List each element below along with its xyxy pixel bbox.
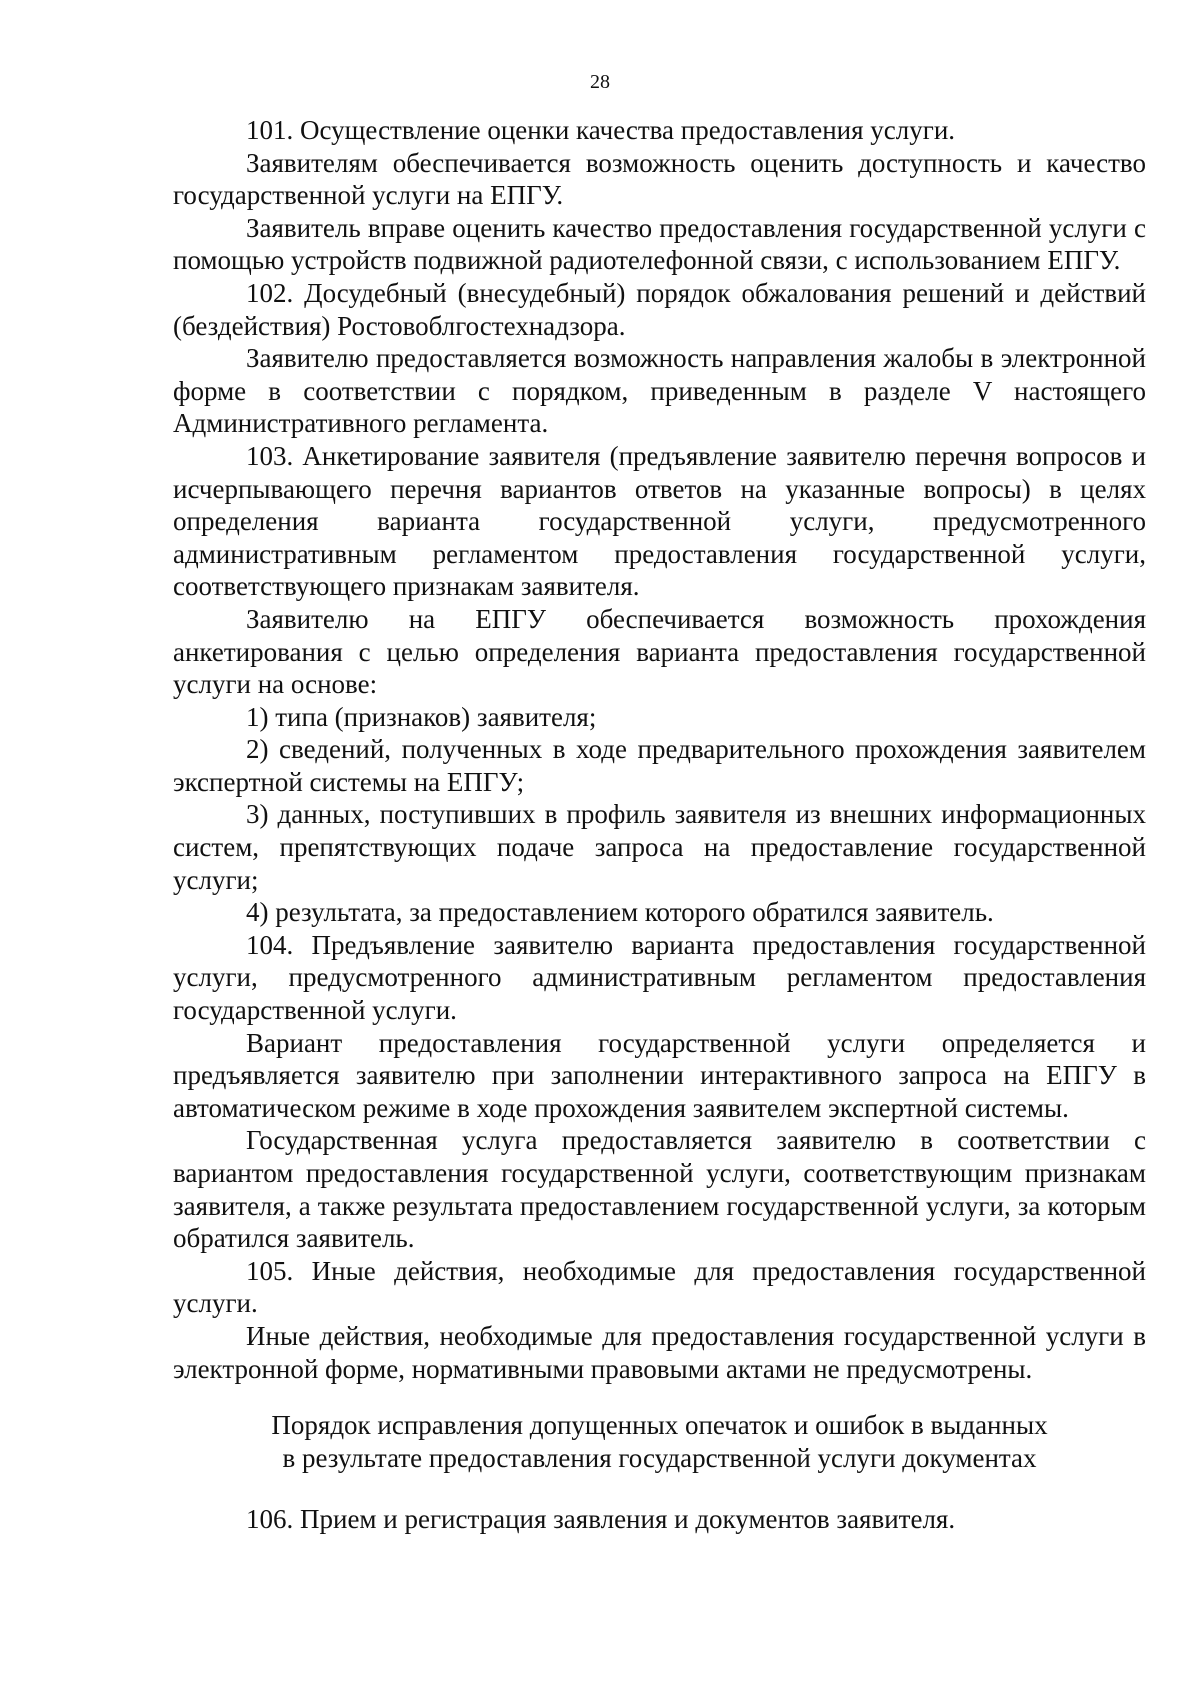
list-item-2: 2) сведений, полученных в ходе предварительного прохождения заявителем экспертной системы на ЕПГУ;	[173, 734, 1146, 797]
list-item-3: 3) данных, поступивших в профиль заявителя из внешних информационных систем, препятствующих подаче запроса на предоставление государственной услуги;	[173, 799, 1146, 895]
list-item-4: 4) результата, за предоставлением которого обратился заявитель.	[246, 897, 994, 928]
section-heading	[173, 1409, 1146, 1475]
paragraph-102-heading: 102. Досудебный (внесудебный) порядок обжалования решений и действий (бездействия) Ростовоблгостехнадзора.	[173, 277, 1146, 341]
paragraph-103-heading: 103. Анкетирование заявителя (предъявление заявителю перечня вопросов и исчерпывающего перечня вариантов ответов на указанные вопросы) в целях определения варианта государственной услуги, предусмотренного административным регламентом предоставления государственной услуги, соответствующего признакам заявителя.	[173, 440, 1146, 602]
paragraph-105-heading: 105. Иные действия, необходимые для предоставления государственной услуги.	[173, 1255, 1146, 1319]
paragraph-variant-determination: Вариант предоставления государственной услуги определяется и предъявляется заявителю при заполнении интерактивного запроса на ЕПГУ в автоматическом режиме в ходе прохождения заявителем экспертной системы.	[173, 1027, 1146, 1123]
paragraph-106-heading: 106. Прием и регистрация заявления и документов заявителя.	[246, 1504, 956, 1535]
paragraph-other-actions: Иные действия, необходимые для предоставления государственной услуги в электронной форме, нормативными правовыми актами не предусмотрены.	[173, 1320, 1146, 1384]
page-number: 28	[590, 71, 610, 93]
paragraph-101-heading: 101. Осуществление оценки качества предоставления услуги.	[246, 115, 956, 145]
paragraph-104-heading: 104. Предъявление заявителю варианта предоставления государственной услуги, предусмотренного административным регламентом предоставления государственной услуги.	[173, 929, 1146, 1026]
section-heading-line-1: Порядок исправления допущенных опечаток и ошибок в выданных	[271, 1410, 1048, 1441]
paragraph-evaluation-availability: Заявителям обеспечивается возможность оценить доступность и качество государственной услуги на ЕПГУ.	[173, 147, 1146, 211]
paragraph-complaint-electronic: Заявителю предоставляется возможность направления жалобы в электронной форме в соответствии с порядком, приведенным в разделе V настоящего Административного регламента.	[173, 343, 1146, 439]
list-item-1: 1) типа (признаков) заявителя;	[246, 701, 597, 732]
paragraph-questionnaire-basis: Заявителю на ЕПГУ обеспечивается возможность прохождения анкетирования с целью определения варианта предоставления государственной услуги на основе:	[173, 603, 1146, 700]
paragraph-evaluation-mobile: Заявитель вправе оценить качество предоставления государственной услуги с помощью устройств подвижной радиотелефонной связи, с использованием ЕПГУ.	[173, 212, 1146, 276]
document-body	[173, 114, 1146, 1536]
paragraph-service-provision: Государственная услуга предоставляется заявителю в соответствии с вариантом предоставления государственной услуги, соответствующим признакам заявителя, а также результата предоставлением государственной услуги, за которым обратился заявитель.	[173, 1125, 1146, 1254]
section-heading-line-2: в результате предоставления государственной услуги документах	[282, 1443, 1037, 1474]
